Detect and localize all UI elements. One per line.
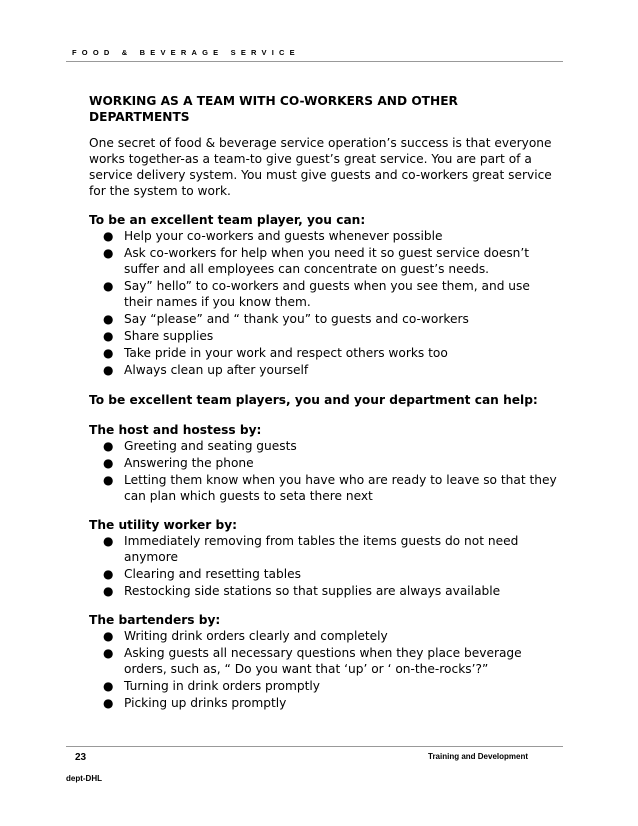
list-item (89, 472, 559, 504)
list-item-text: Writing drink orders clearly and completely (124, 629, 388, 643)
bullet-icon: ● (103, 229, 114, 243)
list-item (89, 278, 559, 310)
list-item (89, 533, 559, 565)
list-item-text: Take pride in your work and respect others works too (124, 346, 448, 360)
footer-department-title: Training and Development (428, 752, 529, 761)
bullet-icon: ● (103, 312, 114, 326)
list-item-text: Restocking side stations so that supplies are always available (124, 584, 501, 598)
bullet-icon: ● (103, 534, 114, 548)
group-heading: The host and hostess by: (89, 423, 262, 437)
section-title (89, 93, 559, 125)
list-item (89, 645, 559, 677)
footer-divider (66, 746, 563, 747)
bullet-icon: ● (103, 584, 114, 598)
bullet-icon: ● (103, 456, 114, 470)
page-number: 23 (75, 752, 87, 763)
list-item (89, 245, 559, 277)
bullet-icon: ● (103, 629, 114, 643)
list-item (89, 566, 559, 582)
list-item-text: Always clean up after yourself (124, 363, 309, 377)
list-item (89, 583, 559, 599)
list-item (89, 362, 559, 378)
bullet-icon: ● (103, 246, 114, 260)
list-item (89, 678, 559, 694)
running-header: FOOD & BEVERAGE SERVICE (72, 48, 300, 57)
list-item-text: Ask co-workers for help when you need it so guest service doesn’t suffer and all employees can concentrate on guest’s needs. (124, 246, 530, 276)
list-item (89, 455, 559, 471)
list-item-text: Say” hello” to co-workers and guests when you see them, and use their names if you know them. (124, 279, 530, 309)
group-list (89, 438, 559, 504)
section-title-line-2: DEPARTMENTS (89, 110, 190, 124)
section-title-line-1: WORKING AS A TEAM WITH CO-WORKERS AND OTHER (89, 94, 458, 108)
list-item (89, 438, 559, 454)
bullet-icon: ● (103, 696, 114, 710)
bullet-icon: ● (103, 679, 114, 693)
list-item (89, 695, 559, 711)
footer-dept-label: dept-DHL (66, 774, 102, 783)
bartenders-group (89, 612, 559, 711)
team-player-list (89, 228, 559, 378)
list-item (89, 328, 559, 344)
list-item-text: Letting them know when you have who are ready to leave so that they can plan which guests to seta there next (124, 473, 557, 503)
list-item (89, 628, 559, 644)
list-item-text: Immediately removing from tables the items guests do not need anymore (124, 534, 519, 564)
list-item (89, 228, 559, 244)
intro-paragraph: One secret of food & beverage service operation’s success is that everyone works together-as a team-to give guest’s great service. You are part of a service delivery system. You must give guests and co-workers great service for the system to work. (89, 136, 552, 198)
header-divider (66, 61, 563, 62)
list-item-text: Turning in drink orders promptly (124, 679, 320, 693)
bullet-icon: ● (103, 363, 114, 377)
group-heading: The utility worker by: (89, 518, 238, 532)
group-heading: The bartenders by: (89, 613, 221, 627)
team-player-heading: To be an excellent team player, you can: (89, 213, 366, 227)
list-item-text: Greeting and seating guests (124, 439, 297, 453)
bullet-icon: ● (103, 439, 114, 453)
group-list (89, 628, 559, 711)
department-heading: To be excellent team players, you and your department can help: (89, 393, 538, 407)
group-list (89, 533, 559, 599)
list-item-text: Answering the phone (124, 456, 254, 470)
list-item-text: Clearing and resetting tables (124, 567, 301, 581)
bullet-icon: ● (103, 329, 114, 343)
list-item-text: Share supplies (124, 329, 214, 343)
bullet-icon: ● (103, 279, 114, 293)
bullet-icon: ● (103, 646, 114, 660)
list-item-text: Say “please” and “ thank you” to guests and co-workers (124, 312, 469, 326)
list-item-text: Picking up drinks promptly (124, 696, 287, 710)
list-item-text: Help your co-workers and guests whenever possible (124, 229, 443, 243)
page-content (89, 93, 559, 712)
bullet-icon: ● (103, 346, 114, 360)
bullet-icon: ● (103, 567, 114, 581)
utility-worker-group (89, 517, 559, 599)
bullet-icon: ● (103, 473, 114, 487)
list-item-text: Asking guests all necessary questions when they place beverage orders, such as, “ Do you want that ‘up’ or ‘ on-the-rocks’?” (124, 646, 522, 676)
host-hostess-group (89, 422, 559, 504)
list-item (89, 311, 559, 327)
list-item (89, 345, 559, 361)
